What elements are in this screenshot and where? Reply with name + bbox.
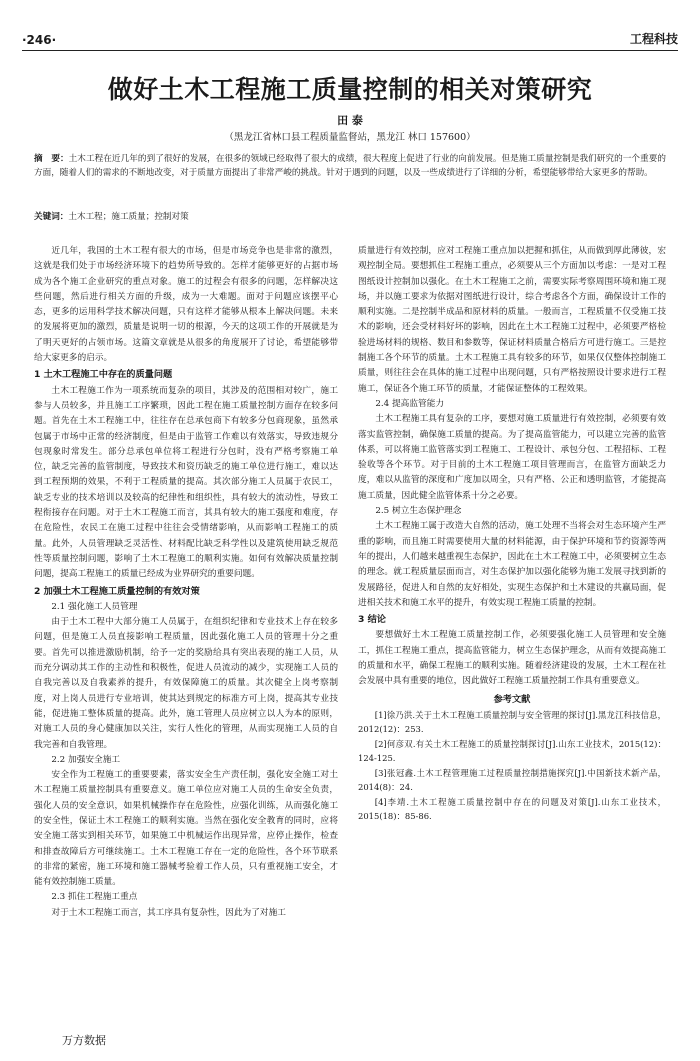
section-2-1-heading: 2.1 强化施工人员管理	[51, 601, 138, 612]
abstract-text: 土木工程在近几年的到了很好的发展，在很多的领域已经取得了很大的成绩，很大程度上促进了行业的向前发展。但是施工质量控制是我们研究的一个重要的方面，随着人们的需求的不断地改变，对于质量方面提出了非常严峻的挑战。针对于遇到的问题，以及一些成绩进行了详细的分析，希望能够带给大家更多的帮助。	[34, 154, 666, 178]
left-column	[34, 244, 338, 1014]
section-3-heading: 3 结论	[358, 614, 386, 626]
journal-section: 工程科技	[629, 32, 678, 46]
reference-item: [1]徐乃洪.关于土木工程施工质量控制与安全管理的探讨[J].黑龙江科技信息，2012(12)：253.	[358, 709, 666, 735]
affiliation: （黑龙江省林口县工程质量监督站，黑龙江 林口 157600）	[224, 132, 476, 143]
abstract	[34, 152, 666, 180]
keywords	[34, 210, 666, 222]
article-title: 做好土木工程施工质量控制的相关对策研究	[107, 75, 593, 104]
reference-item: [2]何彦双.有关土木工程施工的质量控制探讨[J].山东工业技术，2015(12)：124-125.	[358, 738, 666, 764]
section-2-3-heading: 2.3 抓住工程施工重点	[51, 892, 138, 903]
reference-item: [4]李靖.土木工程施工质量控制中存在的问题及对策[J].山东工业技术，2015(18)：85-86.	[358, 796, 666, 822]
section-2-5-paragraph: 土木工程施工属于改造大自然的活动，施工处理不当将会对生态环境产生严重的影响，而且施工时需要使用大量的材料能源，由于保护环境和节约资源等两年的提出，人们越来越重视生态保护，因此在土木工程施工中，必须要树立生态的理念。就工程质量层面而言，对生态保护加以强化能够为施工发展寻找到新的发展路径，促进人和自然的友好相处，实现生态保护和土木建设的共赢局面，促进相关技术和施工水平的提升，有效实现工程施工质量的控制。	[358, 521, 666, 608]
keywords-text: 土木工程；施工质量；控制对策	[68, 212, 189, 222]
section-2-2-paragraph: 安全作为工程施工的重要要素，落实安全生产责任制，强化安全施工对土木工程施工质量控制具有重要意义。施工单位应对施工人员的生命安全负责，强化人员的安全意识，如果机械操作存在危险性，应强化训练，从而强化施工的安全性，保证土木工程施工的顺利实施。当然在强化安全教育的同时，应将安全施工落实到相关环节，如果施工中机械运作出现异常，应停止操作，检查和排查故障后方可继续施工。土木工程施工存在一定的危险性，各个环节联系的非常的紧密，施工环境和施工器械考验着工作人员，只有重视施工安全，才能有效控制施工质量。	[34, 770, 338, 888]
keywords-label: 关键词：	[34, 212, 69, 222]
section-2-4-paragraph: 土木工程施工具有复杂的工序，要想对施工质量进行有效控制，必须要有效落实监管控制，确保施工质量的提高。为了提高监管能力，可以建立完善的监管体系，可以将施工监管落实到工程施工、工程设计、承包分包、工程招标、工程验收等各个环节。对于目前的土木工程施工项目管理而言，在监管方面缺乏力度，难以从监管的深度和广度加以周全，只有严格、公正和透明监管，才能提高施工质量，因此健全监管体系十分之必要。	[358, 414, 666, 501]
right-column	[358, 244, 666, 822]
continued-paragraph: 质量进行有效控制，应对工程施工重点加以把握和抓住，从而做到厚此薄彼，宏观控制全局。要想抓住工程施工重点，必须要从三个方面加以考虑：一是对工程图纸设计控制加以强化。在土木工程施工之前，需要实际考察周围环境和施工现场，并以施工要求为依据对图纸进行设计，综合考虑各个方面，确保设计工作的顺利实施。二是控制半成品和原材料的质量。一般而言，工程质量不仅受施工技术的影响，还会受材料好坏的影响，因此在土木工程施工过程中，必须要严格检验进场材料的规格、数目和参数等，保证材料质量合格后方可进行施工。三是控制施工各个环节的质量。土木工程施工具有较多的环节，如果仅仅整体控制施工质量，则往往会在具体的施工过程中出现问题，只有严格按照设计要求进行工程施工，保证各个施工环节的质量，才能保证整体的工程效果。	[358, 246, 666, 394]
header-rule	[22, 50, 678, 51]
footer-watermark: 万方数据	[62, 1034, 106, 1047]
section-2-4-heading: 2.4 提高监管能力	[375, 398, 445, 409]
author: 田 泰	[337, 114, 363, 127]
section-1-heading: 1 土木工程施工中存在的质量问题	[34, 369, 173, 381]
references-heading: 参考文献	[493, 693, 531, 705]
section-2-3-paragraph: 对于土木工程施工而言，其工序具有复杂性，因此为了对施工	[51, 907, 286, 918]
section-2-1-paragraph: 由于土木工程中大部分施工人员属于，在组织纪律和专业技术上存在较多问题，但是施工人员直接影响工程质量，因此强化施工人员的管理十分之重要。首先可以推进激励机制，给予一定的奖励给具有突出表现的施工人员，从而充分调动其工作的主动性和积极性，促进人员流动的减少，实现施工人员的自我完善以及自我素养的提升，有效保障施工的质量。其次健全上岗考察制度，对上岗人员进行专业培训，使其达到规定的标准方可上岗，提高其专业技能，促进施工整体质量的提高。此外，施工管理人员应树立以人为本的原则，对施工人员的身心健康加以关注，实行人性化的管理，从而实现施工人员的自我完善和自我管理。	[34, 617, 338, 750]
page-header	[22, 27, 678, 47]
intro-paragraph: 近几年，我国的土木工程有很大的市场，但是市场竞争也是非常的激烈，这就是我们处于市场经济环境下的趋势所导致的。怎样才能够更好的占据市场成为各个施工企业研究的重点对象。施工的过程会有很多的问题，怎样解决这些问题，然后进行相关方面的升级，成为一大难题。面对于问题应该摆平心态，更多的运用科学技术解决问题，只有这样才能够从根本上解决问题。未来的发展将更加的激烈，质量是说明一切的根源，今天的这项工作的开展就是为了明天更好的占领市场。这篇文章就是从很多的角度展开了讨论，希望能够带给大家更多的启示。	[34, 246, 338, 364]
page-number: ·246·	[22, 33, 57, 47]
section-2-5-heading: 2.5 树立生态保护理念	[375, 506, 462, 517]
section-1-paragraph: 土木工程施工作为一项系统而复杂的项目，其涉及的范围相对较广，施工参与人员较多，并且施工工序繁琐，因此工程在施工质量控制方面存在较多问题。首先在土木工程施工中，往往存在总承包商下有较多分包商现象，虽然承包属于市场中正常的经济制度，但是由于监管工作难以有效落实，导致违规分包现象时常发生。部分总承包单位将工程进行分包时，没有严格考察施工单位，缺乏完善的监管制度，导致技术和资历缺乏的施工单位进行施工，难以达到工程预期的效果，不利于工程质量的提高。其次部分施工人员属于农民工，缺乏专业的技术培训以及较高的纪律性和组织性，具有较大的流动性，导致工程衔接存在问题。对于土木工程施工而言，其具有较大的施工强度和难度，存在危险性，农民工在施工过程中往往会受情绪影响，从而影响工程施工的质量。此外，人员管理缺乏灵活性、材料配比缺乏科学性以及建筑使用缺乏规范性等质量控制问题，影响了土木工程施工的顺利实施。如何有效解决质量控制问题，提高工程施工的质量已经成为业界研究的重要问题。	[34, 385, 338, 580]
section-2-heading: 2 加强土木工程施工质量控制的有效对策	[34, 585, 200, 597]
abstract-label: 摘 要：	[34, 154, 69, 164]
reference-item: [3]张冠鑫.土木工程管理施工过程质量控制措施探究[J].中国新技术新产品，2014(8)：24.	[358, 767, 666, 793]
section-2-2-heading: 2.2 加强安全施工	[51, 754, 121, 765]
section-3-paragraph: 要想做好土木工程施工质量控制工作，必须要强化施工人员管理和安全施工，抓住工程施工重点，提高监管能力，树立生态保护理念，从而有效提高施工的质量和水平，确保工程施工的顺利实施。随着经济建设的发展，土木工程在社会发展中具有重要的地位，因此做好工程施工质量控制工作具有重要意义。	[358, 630, 666, 687]
